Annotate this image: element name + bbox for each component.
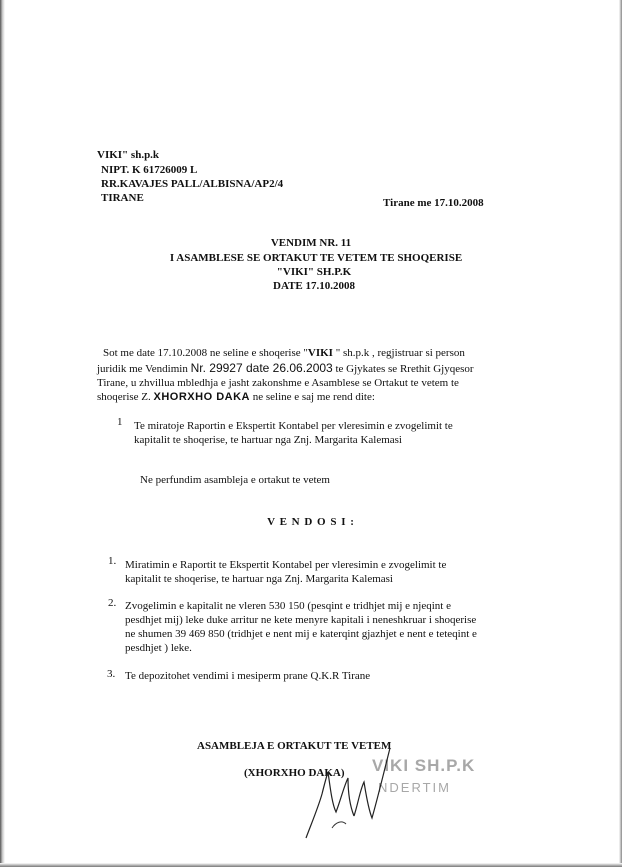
stamp-line-1: VIKI SH.P.K: [372, 756, 476, 775]
intro-line-1: Sot me date 17.10.2008 ne seline e shoqerise "VIKI " sh.p.k , regjistruar si person: [103, 347, 465, 359]
handwritten-signature: [302, 742, 392, 842]
intro-line-2: juridik me Vendimin Nr. 29927 date 26.06.2003 te Gjykates se Rrethit Gjyqesor: [97, 361, 474, 375]
signature-name: (XHORXHO DAKA): [244, 767, 345, 779]
company-city: TIRANE: [101, 192, 144, 204]
decision-line: pesdhjet ) leke.: [125, 642, 192, 654]
conclusion-text: Ne perfundim asambleja e ortakut te vetem: [140, 474, 330, 486]
signature-title: ASAMBLEJA E ORTAKUT TE VETEM: [197, 740, 392, 752]
decision-number: 1.: [108, 555, 117, 567]
agenda-line-2: kapitalit te shoqerise, te hartuar nga Znj. Margarita Kalemasi: [134, 434, 402, 446]
title-line-3: "VIKI" SH.P.K: [276, 266, 352, 278]
decision-line: Te depozitohet vendimi i mesiperm prane Q.K.R Tirane: [125, 670, 371, 682]
place-date: Tirane me 17.10.2008: [383, 197, 484, 209]
decision-number: 2.: [108, 597, 117, 609]
agenda-line-1: Te miratoje Raportin e Ekspertit Kontabel per vleresimin e zvogelimit te: [134, 420, 453, 432]
decision-line: pesdhjet mij) leke duke arritur ne kete menyre kapitali i neneshkruar i shoqerise: [125, 614, 477, 626]
intro-line-4: shoqerise Z. XHORXHO DAKA ne seline e saj me rend dite:: [97, 391, 375, 403]
decision-line: Miratimin e Raportit te Ekspertit Kontabel per vleresimin e zvogelimit te: [125, 559, 447, 571]
title-line-4: DATE 17.10.2008: [273, 280, 355, 292]
decision-line: Zvogelimin e kapitalit ne vleren 530 150 (pesqint e tridhjet mij e njeqint e: [125, 600, 451, 612]
scan-edge-bottom: [0, 863, 622, 867]
decision-line: ne shumen 39 469 850 (tridhjet e nent mij e katerqint gjazhjet e nent e teteqint e: [125, 628, 477, 640]
company-name: VIKI" sh.p.k: [97, 149, 160, 161]
stamp-line-2: NDERTIM: [378, 780, 451, 795]
company-address: RR.KAVAJES PALL/ALBISNA/AP2/4: [101, 178, 284, 190]
intro-line-3: Tirane, u zhvillua mbledhja e jasht zakonshme e Asamblese se Ortakut te vetem te: [97, 377, 459, 389]
title-line-1: VENDIM NR. 11: [270, 237, 352, 249]
company-nipt: NIPT. K 61726009 L: [101, 164, 198, 176]
title-line-2: I ASAMBLESE SE ORTAKUT TE VETEM TE SHOQERISE: [169, 252, 463, 264]
scan-edge-left: [0, 0, 5, 867]
agenda-number: 1: [117, 416, 123, 428]
decides-heading: V E N D O S I :: [267, 516, 355, 528]
decision-number: 3.: [107, 668, 116, 680]
decision-line: kapitalit te shoqerise, te hartuar nga Znj. Margarita Kalemasi: [125, 573, 393, 585]
